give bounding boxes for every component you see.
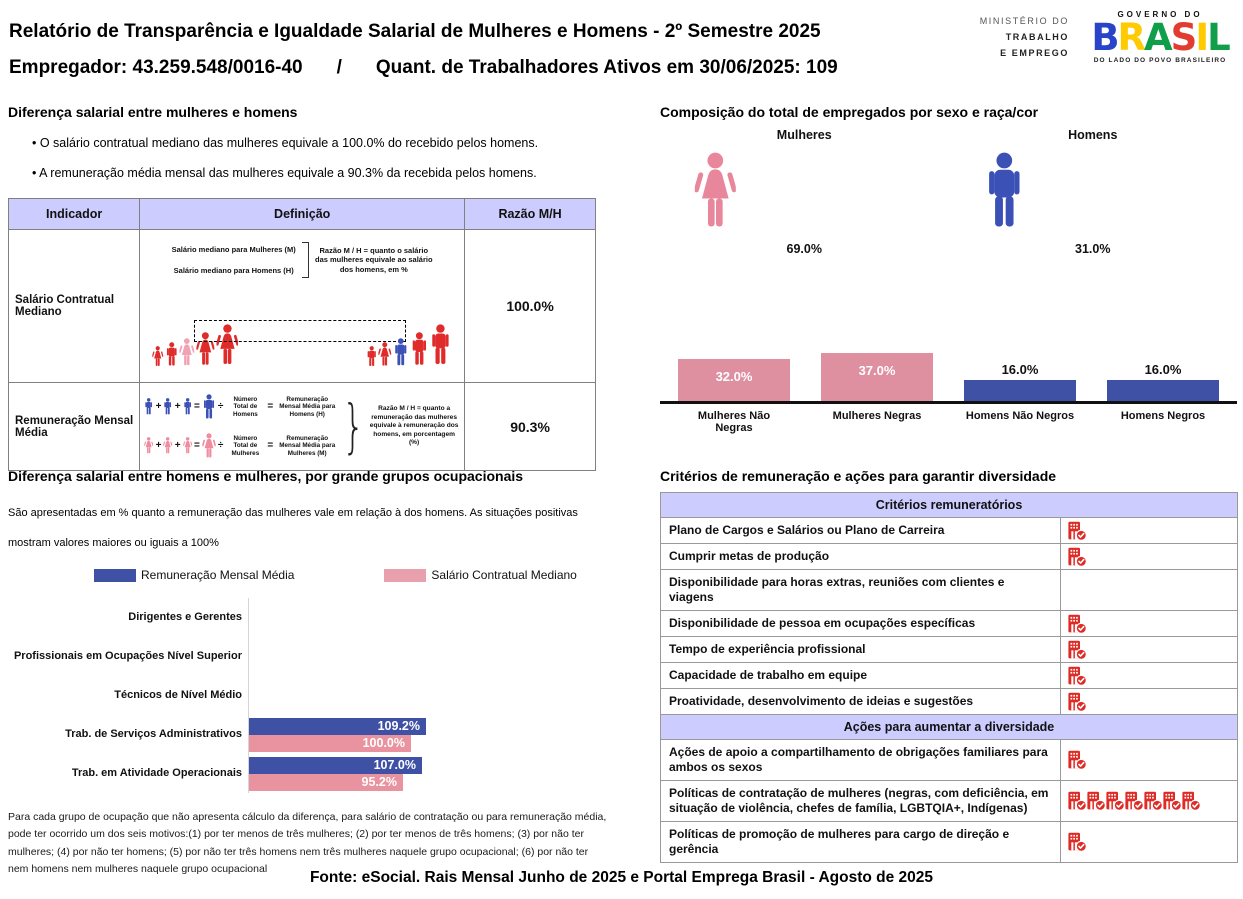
icon-strip [1067,791,1231,811]
composition-bar-group [1107,312,1219,401]
bar-value-label: 16.0% [1001,362,1039,377]
section-title: Composição do total de empregados por sexo e raça/cor [660,104,1039,120]
occupation-label: Trab. em Atividade Operacionais [71,767,242,780]
female-icon [163,437,172,455]
men-formula-row [144,394,339,421]
criteria-row [661,822,1238,863]
building-check-icon [1143,791,1163,811]
male-icon [183,398,192,416]
occupational-bar-chart [8,598,633,793]
governo-brasil-logo [1089,10,1231,64]
median-figures-right [366,324,452,368]
female-icon-slot [694,152,914,234]
criteria-row [661,637,1238,663]
ministry-line: MINISTÉRIO DO [979,15,1069,26]
operator: ÷ [217,440,224,451]
brasil-letter: S [1170,16,1196,59]
operator: ÷ [217,401,224,412]
active-workers-value: Quant. de Trabalhadores Ativos em 30/06/2025: 109 [375,57,838,78]
brasil-wordmark [1089,16,1231,59]
occupation-bars [248,676,633,715]
criteria-row [661,611,1238,637]
section-title: Diferença salarial entre mulheres e homens [8,104,298,120]
female-icon [183,437,192,455]
male-icon [202,394,216,421]
section-title: Diferença salarial entre homens e mulheres, por grande grupos ocupacionais [8,468,524,484]
operator: + [155,440,162,451]
bar-remuneracao-media: 107.0% [249,757,422,774]
section-title: Critérios de remuneração e ações para garantir diversidade [660,468,1057,484]
men-block [983,128,1203,256]
occupational-row [8,598,633,637]
criteria-row [661,689,1238,715]
criteria-label: Tempo de experiência profissional [661,637,1061,663]
criteria-label: Políticas de contratação de mulheres (negras, com deficiência, em situação de violência, chefes de família, LGBTQIA+, Indígenas) [661,781,1061,822]
female-icon [144,437,153,455]
bar-category-label: Mulheres Negras [832,410,922,422]
occupation-label: Profissionais em Ocupações Nível Superior [13,650,242,663]
section-occupational [8,468,633,878]
bar-salario-mediano: 95.2% [249,774,403,791]
col-indicador: Indicador [9,199,140,230]
col-definicao: Definição [140,199,465,230]
building-check-icon [1067,832,1087,852]
building-check-icon [1067,791,1087,811]
average-definition-cell [140,383,465,471]
operator: + [174,401,181,412]
male-icon [393,338,409,368]
criteria-label: Plano de Cargos e Salários ou Plano de Carreira [661,518,1061,544]
median-men-label: Salário mediano para Homens (H) [173,266,294,275]
bar-remuneracao-media: 109.2% [249,718,426,735]
employer-value: Empregador: 43.259.548/0016-40 [9,57,303,78]
table-row-average [9,383,596,471]
criteria-section-header: Ações para aumentar a diversidade [661,715,1238,740]
table-header-row [9,199,596,230]
icon-strip [1067,547,1231,567]
operator: + [174,440,181,451]
composition-bar-group [964,312,1076,401]
criteria-label: Capacidade de trabalho em equipe [661,663,1061,689]
occupational-row [8,754,633,793]
occupational-row [8,637,633,676]
legend-item [384,568,576,582]
occupational-subtitle: São apresentadas em % quanto a remuneração das mulheres vale em relação à dos homens. As situações positivas mostram valores maiores ou iguais a 100% [8,507,578,549]
operator: + [155,401,162,412]
brasil-letter: L [1207,16,1229,59]
criteria-check-cell [1061,781,1238,822]
male-icon [163,398,172,416]
male-icon [366,346,377,368]
male-icon [983,152,1026,234]
criteria-check-cell [1061,740,1238,781]
brasil-letter: A [1144,16,1171,59]
gov-top-text: GOVERNO DO [1117,10,1203,19]
occupational-row [8,715,633,754]
building-check-icon [1067,614,1087,634]
male-icon [144,398,153,416]
legend-label: Remuneração Mensal Média [141,568,295,582]
female-icon [202,433,216,460]
brace-shape: } [342,392,365,461]
formula-label: Número Total de Mulheres [231,434,260,457]
men-percentage: 31.0% [1075,242,1111,256]
median-ratio-value: 100.0% [465,230,596,383]
criteria-section-header-row [661,493,1238,518]
occupation-bars [248,754,633,793]
icon-strip [1067,614,1231,634]
median-ratio-note: Razão M / H = quanto o salário das mulheres equivale ao salário dos homens, em % [315,245,433,274]
operator: = [267,440,274,451]
average-ratio-value: 90.3% [465,383,596,471]
bracket-shape [302,242,309,278]
women-label: Mulheres [776,128,832,142]
men-label: Homens [1068,128,1118,142]
operator: = [194,440,200,451]
building-check-icon [1067,692,1087,712]
gov-slogan: DO LADO DO POVO BRASILEIRO [1093,56,1227,64]
legend-item [94,568,294,582]
section-composition [660,104,1237,434]
occupation-bars [248,637,633,676]
report-header [9,14,838,86]
building-check-icon [1067,521,1087,541]
legend-label: Salário Contratual Mediano [431,568,577,582]
male-icon [429,324,452,368]
ministry-line: TRABALHO [1005,31,1069,42]
building-check-icon [1181,791,1201,811]
bar-category-label: Mulheres Não Negras [697,410,771,434]
building-check-icon [1067,750,1087,770]
building-check-icon [1162,791,1182,811]
female-icon [694,152,737,234]
ministry-line: E EMPREGO [1000,47,1069,58]
page-title: Relatório de Transparência e Igualdade Salarial de Mulheres e Homens - 2º Semestre 2025 [9,21,821,42]
operator: = [267,401,274,412]
formula-label: Remuneração Mensal Média para Homens (H) [279,395,336,418]
criteria-row [661,570,1238,611]
criteria-label: Proatividade, desenvolvimento de ideias e sugestões [661,689,1061,715]
median-definition-cell [140,230,465,383]
bar-category-label: Homens Não Negros [965,410,1075,422]
criteria-row [661,518,1238,544]
employer-line [9,50,838,86]
criteria-check-cell [1061,544,1238,570]
ministry-logo [980,13,1069,62]
occupation-label: Dirigentes e Gerentes [128,611,242,624]
icon-strip [1067,521,1231,541]
criteria-row [661,663,1238,689]
building-check-icon [1105,791,1125,811]
bar-category-label: Homens Negros [1120,410,1206,422]
criteria-table [660,492,1238,863]
criteria-check-cell [1061,611,1238,637]
criteria-check-cell [1061,663,1238,689]
male-icon [410,332,429,368]
brasil-letter: I [1195,16,1208,59]
salary-bullets [32,132,613,192]
composition-bar-chart [660,312,1237,404]
criteria-label: Políticas de promoção de mulheres para cargo de direção e gerência [661,822,1061,863]
formula-label: Remuneração Mensal Média para Mulheres (M) [279,434,336,457]
occupational-row [8,676,633,715]
building-check-icon [1124,791,1144,811]
criteria-row [661,544,1238,570]
legend-swatch [94,569,136,582]
criteria-label: Ações de apoio a compartilhamento de obrigações familiares para ambos os sexos [661,740,1061,781]
criteria-section-header-row [661,715,1238,740]
bar-value-label: 32.0% [715,369,753,384]
operator: = [194,401,200,412]
indicator-name: Salário Contratual Mediano [9,230,140,383]
criteria-label: Cumprir metas de produção [661,544,1061,570]
criteria-row [661,740,1238,781]
criteria-check-cell [1061,689,1238,715]
bar [964,380,1076,401]
brasil-letter: B [1091,16,1118,59]
building-check-icon [1067,640,1087,660]
legend-swatch [384,569,426,582]
col-razao: Razão M/H [465,199,596,230]
icon-strip [1067,750,1231,770]
icon-strip [1067,832,1231,852]
criteria-label: Disponibilidade de pessoa em ocupações específicas [661,611,1061,637]
composition-bar-group [821,312,933,401]
composition-x-labels [660,410,1237,434]
criteria-check-cell [1061,637,1238,663]
female-icon [179,338,195,368]
building-check-icon [1067,547,1087,567]
bar-salario-mediano: 100.0% [249,735,411,752]
criteria-check-cell [1061,518,1238,544]
occupation-label: Técnicos de Nível Médio [114,689,242,702]
separator: / [336,57,342,78]
male-icon-slot [983,152,1203,234]
criteria-section-header: Critérios remuneratórios [661,493,1238,518]
male-icon [165,342,179,368]
formula-label: Número Total de Homens [232,395,258,418]
icon-strip [1067,692,1231,712]
bar-value-label: 37.0% [858,363,896,378]
building-check-icon [1086,791,1106,811]
criteria-body [661,493,1238,863]
women-percentage: 69.0% [786,242,822,256]
bar [1107,380,1219,401]
occupation-bars [248,715,633,754]
average-ratio-note: Razão M / H = quanto a remuneração das mulheres equivale à remuneração dos homens, em porcentagem (%) [369,405,459,447]
occupational-footnote: Para cada grupo de ocupação que não apresenta cálculo da diferença, para salário de contratação ou para remuneração média, pode ter ocorrido um dos seis motivos:(1) por ter menos de três mulheres; (2) por ter menos de três homens; (3) por não ter mulheres; (4) por não ter homens; (5) por não ter três homens nem três mulheres naquele grupo ocupacional; (6) por não ter nem homens nem mulheres naquele grupo ocupacional [8,811,607,875]
composition-bar-group [678,312,790,401]
indicator-name: Remuneração Mensal Média [9,383,140,471]
header-logos [980,10,1231,64]
brasil-letter: R [1117,16,1145,59]
occupation-bars [248,598,633,637]
women-formula-row [144,433,339,460]
icon-strip [1067,666,1231,686]
occupation-label: Trab. de Serviços Administrativos [65,728,242,741]
section-criteria [660,468,1238,863]
bullet-median: • O salário contratual mediano das mulheres equivale a 100.0% do recebido pelos homens. [32,132,613,162]
female-icon [378,342,392,368]
section-salary-difference [8,104,613,471]
chart-legend [94,568,633,582]
bullet-average: • A remuneração média mensal das mulheres equivale a 90.3% da recebida pelos homens. [32,162,613,192]
criteria-row [661,781,1238,822]
criteria-label: Disponibilidade para horas extras, reuniões com clientes e viagens [661,570,1061,611]
icon-strip [1067,640,1231,660]
indicator-table [8,198,596,471]
female-icon [152,346,163,368]
table-row-median [9,230,596,383]
median-women-label: Salário mediano para Mulheres (M) [171,244,296,254]
source-footer: Fonte: eSocial. Rais Mensal Junho de 2025 e Portal Emprega Brasil - Agosto de 2025 [309,869,934,886]
bar-value-label: 16.0% [1144,362,1182,377]
women-block [694,128,914,256]
criteria-check-cell [1061,570,1238,611]
criteria-check-cell [1061,822,1238,863]
building-check-icon [1067,666,1087,686]
